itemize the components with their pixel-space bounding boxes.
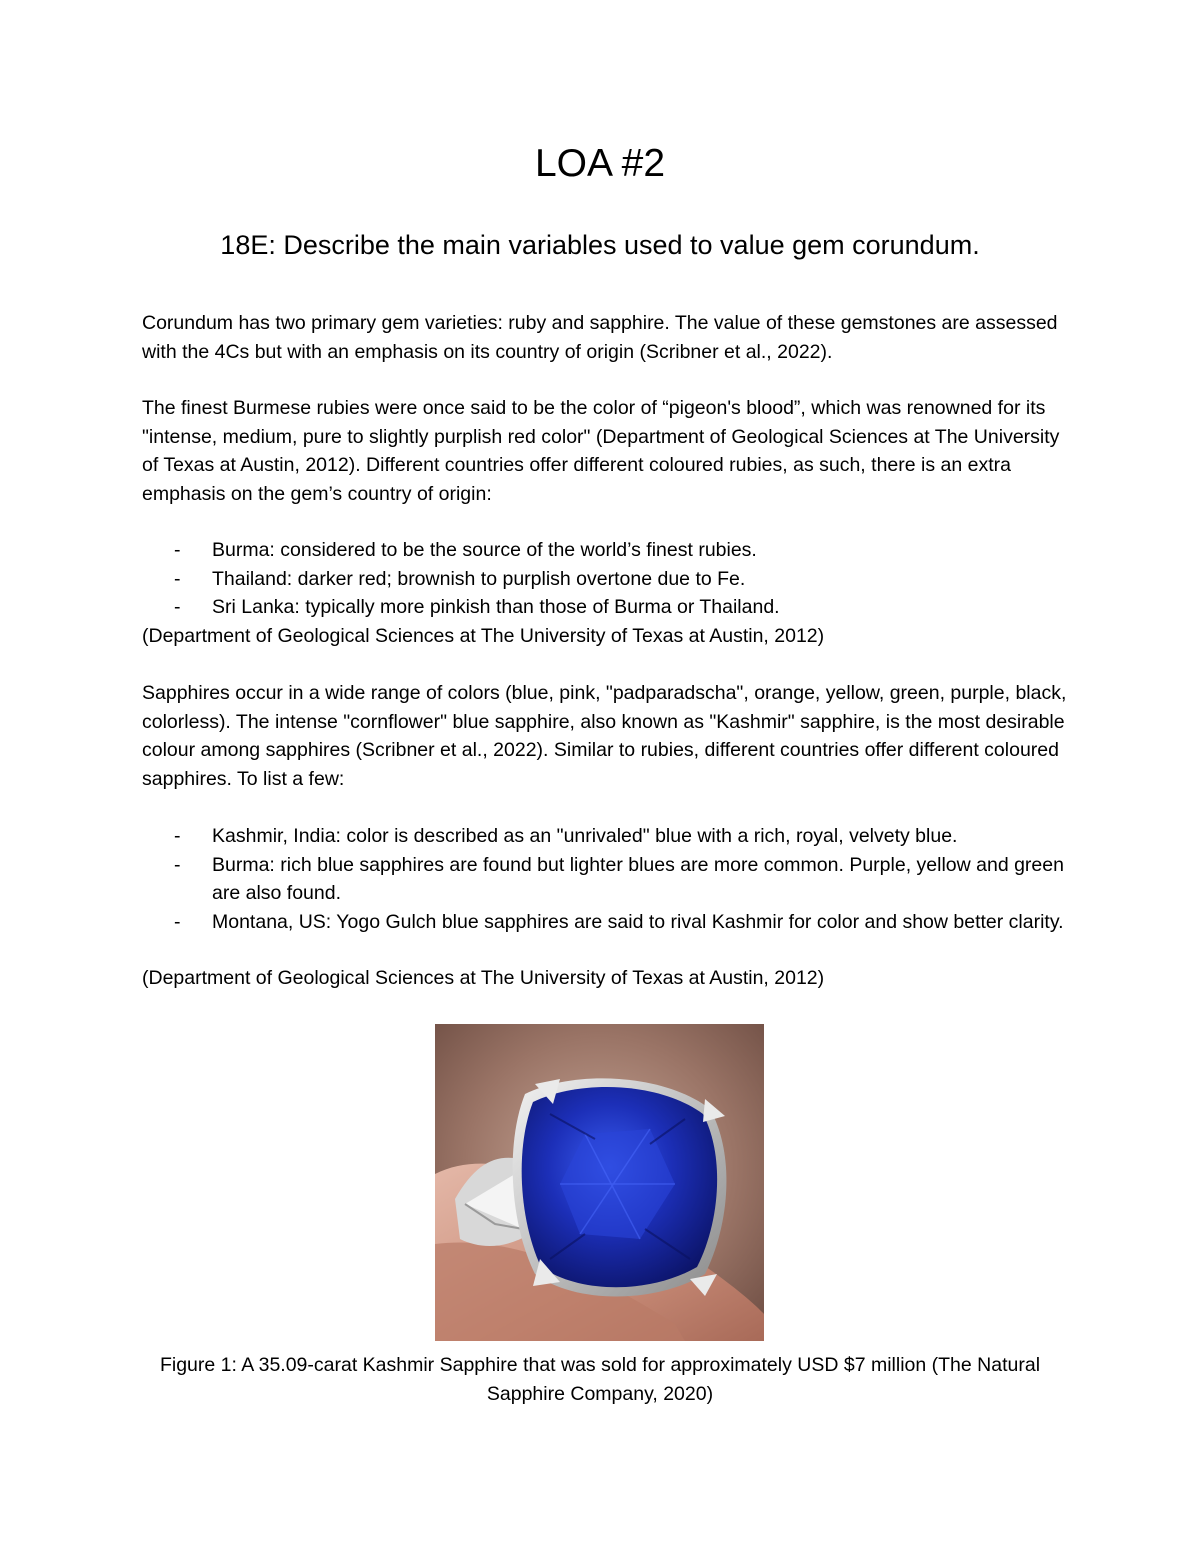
list-item-text: Sri Lanka: typically more pinkish than those of Burma or Thailand. xyxy=(212,596,780,618)
bullet-dash: - xyxy=(174,825,181,847)
list-item xyxy=(142,565,1067,594)
bullet-dash: - xyxy=(174,910,181,933)
list-item xyxy=(142,822,1067,851)
list-item xyxy=(142,536,1067,565)
figure-caption: Figure 1: A 35.09-carat Kashmir Sapphire that was sold for approximately USD $7 million (The Natural Sapphire Company, 2020) xyxy=(159,1354,1041,1405)
list-item-text: Montana, US: Yogo Gulch blue sapphires are said to rival Kashmir for color and show better clarity. xyxy=(212,910,1064,933)
bullet-dash: - xyxy=(174,596,181,618)
sapphire-ring-photo xyxy=(435,1024,764,1341)
ruby-origin-list xyxy=(142,536,1067,622)
list-item xyxy=(142,851,1067,908)
intro-paragraph: Corundum has two primary gem varieties: ruby and sapphire. The value of these gemstones are assessed with the 4Cs but with an emphasis on its country of origin (Scribner et al., 2022). xyxy=(142,312,1058,363)
list-item-text: Burma: considered to be the source of the world’s finest rubies. xyxy=(212,539,757,561)
bullet-dash: - xyxy=(174,567,181,590)
section-heading: 18E: Describe the main variables used to value gem corundum. xyxy=(220,230,980,260)
list-item xyxy=(142,908,1067,937)
list-item-text: Kashmir, India: color is described as an "unrivaled" blue with a rich, royal, velvety blue. xyxy=(212,825,958,847)
ruby-paragraph: The finest Burmese rubies were once said to be the color of “pigeon's blood”, which was renowned for its "intense, medium, pure to slightly purplish red color" (Department of Geological Sciences at The University of Texas at Austin, 2012). Different countries offer different coloured rubies, as such, there is an extra emphasis on the gem’s country of origin: xyxy=(142,397,1060,505)
citation: (Department of Geological Sciences at The University of Texas at Austin, 2012) xyxy=(142,967,825,989)
bullet-dash: - xyxy=(174,853,181,876)
sapphire-origin-list xyxy=(142,822,1067,936)
citation: (Department of Geological Sciences at The University of Texas at Austin, 2012) xyxy=(142,625,825,647)
sapphire-paragraph: Sapphires occur in a wide range of colors (blue, pink, "padparadscha", orange, yellow, green, purple, black, colorless). The intense "cornflower" blue sapphire, also known as "Kashmir" sapphire, is the most desirable colour among sapphires (Scribner et al., 2022). Similar to rubies, different countries offer different coloured sapphires. To list a few: xyxy=(142,682,1067,790)
list-item-text: Burma: rich blue sapphires are found but lighter blues are more common. Purple, yellow and green are also found. xyxy=(212,853,1064,904)
list-item-text: Thailand: darker red; brownish to purplish overtone due to Fe. xyxy=(212,567,746,590)
page-title: LOA #2 xyxy=(534,142,666,185)
list-item xyxy=(142,593,1067,622)
bullet-dash: - xyxy=(174,539,181,561)
